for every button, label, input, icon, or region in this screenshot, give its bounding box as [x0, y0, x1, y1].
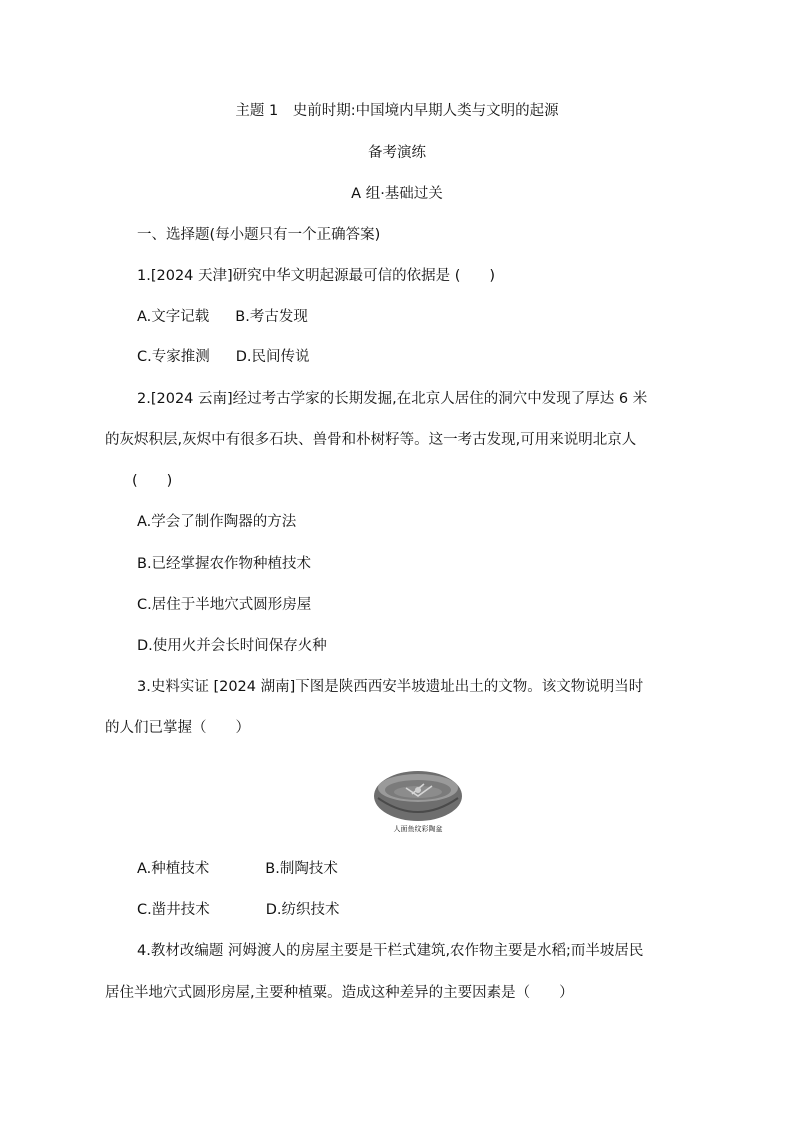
- option-c[interactable]: C.专家推测: [137, 349, 210, 365]
- option-c[interactable]: C.凿井技术: [137, 902, 210, 918]
- option-d[interactable]: D.民间传说: [235, 349, 310, 365]
- pottery-figure: [372, 766, 464, 838]
- painted-pottery-basin-image: [372, 766, 464, 824]
- figure-caption: 人面鱼纹彩陶盆: [393, 825, 443, 833]
- page-subtitle: 备考演练: [368, 145, 426, 161]
- question-3-options-row-1: [137, 859, 338, 879]
- question-2-answer-blank: ( ): [132, 473, 173, 489]
- option-a[interactable]: A.种植技术: [137, 861, 210, 877]
- question-2-option-b[interactable]: B.已经掌握农作物种植技术: [137, 556, 312, 572]
- page-title: 主题 1 史前时期:中国境内早期人类与文明的起源: [235, 103, 559, 119]
- question-1-options-row-1: [137, 307, 308, 327]
- question-1-stem: 1.[2024 天津]研究中华文明起源最可信的依据是 ( ): [137, 268, 496, 284]
- question-3-stem-line-1: 3.史料实证 [2024 湖南]下图是陕西西安半坡遗址出土的文物。该文物说明当时: [137, 679, 644, 695]
- question-1-options-row-2: [137, 347, 310, 367]
- question-2-option-d[interactable]: D.使用火并会长时间保存火种: [137, 638, 327, 654]
- question-4-stem-line-2: 居住半地穴式圆形房屋,主要种植粟。造成这种差异的主要因素是（ ）: [105, 985, 574, 1001]
- group-heading: A 组·基础过关: [351, 186, 443, 202]
- option-b[interactable]: B.考古发现: [235, 309, 308, 325]
- question-2-stem-line-2: 的灰烬积层,灰烬中有很多石块、兽骨和朴树籽等。这一考古发现,可用来说明北京人: [105, 432, 637, 448]
- question-2-option-c[interactable]: C.居住于半地穴式圆形房屋: [137, 597, 312, 613]
- option-b[interactable]: B.制陶技术: [265, 861, 338, 877]
- option-a[interactable]: A.文字记载: [137, 309, 210, 325]
- question-2-stem-line-1: 2.[2024 云南]经过考古学家的长期发掘,在北京人居住的洞穴中发现了厚达 6 米: [137, 391, 648, 407]
- question-3-stem-line-2: 的人们已掌握（ ）: [105, 720, 250, 736]
- question-4-stem-line-1: 4.教材改编题 河姆渡人的房屋主要是干栏式建筑,农作物主要是水稻;而半坡居民: [137, 943, 644, 959]
- question-2-option-a[interactable]: A.学会了制作陶器的方法: [137, 514, 297, 530]
- section-heading: 一、选择题(每小题只有一个正确答案): [137, 227, 381, 243]
- option-d[interactable]: D.纺织技术: [265, 902, 340, 918]
- question-3-options-row-2: [137, 900, 340, 920]
